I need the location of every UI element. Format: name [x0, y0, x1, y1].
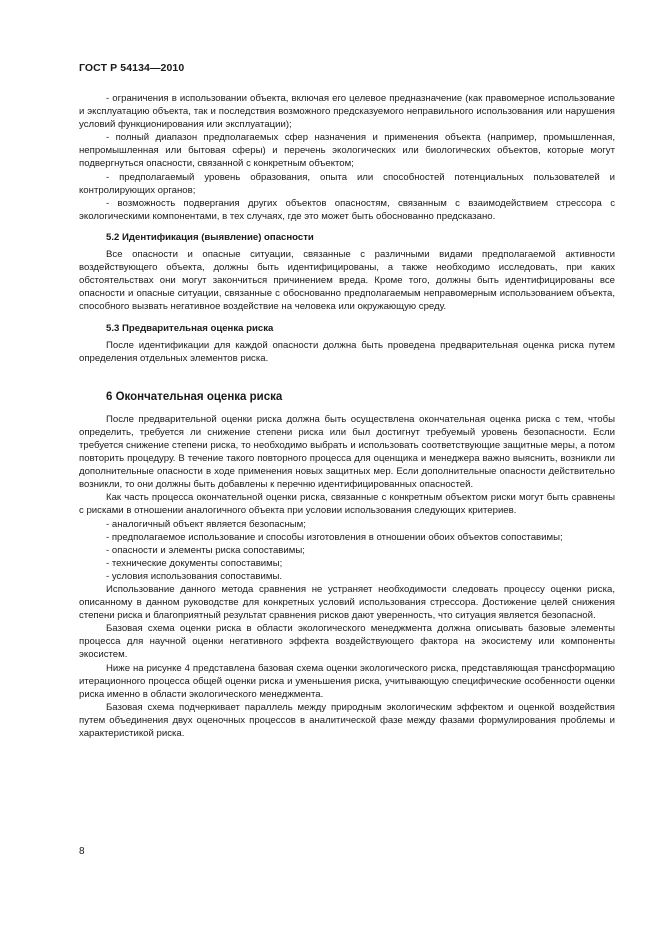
section-6-paragraph: Как часть процесса окончательной оценки риска, связанные с конкретным объектом риски могут быть сравнены с рисками в отношении аналогичного объекта при условии использования следующих критериев.: [79, 492, 615, 517]
document-body: [79, 92, 615, 740]
list-item: - технические документы сопоставимы;: [106, 557, 283, 569]
list-item: - опасности и элементы риска сопоставимы;: [106, 544, 305, 556]
section-5-2-text: Все опасности и опасные ситуации, связанные с различными видами предполагаемой активности воздействующего объекта, должны быть идентифицированы, а также необходимо исследовать, при каких обстоятельствах они могут закончиться причинением вреда. Кроме того, должны быть идентифицированы все опасности и опасные ситуации, связанные с обоснованно предполагаемым неправомерным использованием объекта, способного вызвать негативное воздействие на человека или окружающую среду.: [79, 249, 615, 313]
section-6-paragraph: После предварительной оценки риска должна быть осуществлена окончательная оценка риска с тем, чтобы определить, требуется ли снижение степени риска или был достигнут требуемый уровень безопасности. Если требуется снижение степени риска, то необходимо выбрать и использовать соответствующие защитные меры, а потом повторить процедуру. В течение такого повторного процесса для оценщика и менеджера важно выяснить, возникли ли дополнительные опасности в ходе применения новых защитных мер. Если дополнительные опасности действительно возникли, то они должны быть добавлены к перечню идентифицированных опасностей.: [79, 413, 615, 491]
section-6-paragraph: Ниже на рисунке 4 представлена базовая схема оценки экологического риска, представляющая трансформацию итерационного процесса общей оценки риска и уменьшения риска, учитывающую специфические особенности оценки риска именно в области экологического менеджмента.: [79, 662, 615, 700]
list-item: - предполагаемый уровень образования, опыта или способностей потенциальных пользователей и контролирующих органов;: [79, 171, 615, 196]
section-6-paragraph: Базовая схема оценки риска в области экологического менеджмента должна описывать базовые элементы процесса для научной оценки негативного эффекта воздействующего фактора на экосистему или компоненты экосистем.: [79, 623, 615, 661]
section-6-paragraph: Базовая схема подчеркивает параллель между природным экологическим эффектом и оценкой воздействия путем объединения двух оценочных процессов в аналитической фазе между фазами формулирования проблемы и характеристикой риска.: [79, 701, 615, 740]
page-number: 8: [79, 846, 85, 857]
list-item: - ограничения в использовании объекта, включая его целевое предназначение (как правомерное использование и эксплуатацию объекта, так и последствия возможного предсказуемого неправильного использования или нарушения условий функционирования или эксплуатации);: [79, 93, 615, 131]
list-item: - условия использования сопоставимы.: [106, 570, 283, 582]
list-item: - аналогичный объект является безопасным;: [106, 518, 306, 530]
section-5-3-text: После идентификации для каждой опасности должна быть проведена предварительная оценка риска путем определения отдельных элементов риска.: [79, 339, 615, 364]
list-item: - предполагаемое использование и способы изготовления в отношении обоих объектов сопоставимы;: [106, 531, 563, 543]
section-heading-5-2: 5.2 Идентификация (выявление) опасности: [106, 231, 314, 243]
section-heading-6: 6 Окончательная оценка риска: [106, 390, 283, 403]
document-header: ГОСТ Р 54134—2010: [79, 62, 185, 74]
section-heading-5-3: 5.3 Предварительная оценка риска: [106, 322, 274, 334]
section-6-paragraph: Использование данного метода сравнения не устраняет необходимости следовать процессу оценки риска, описанному в данном руководстве для конкретных условий использования стрессора. Достижение целей снижения степени риска и благоприятный результат сравнения рисков дают уверенность, что ситуация является безопасной.: [79, 584, 615, 622]
list-item: - полный диапазон предполагаемых сфер назначения и применения объекта (например, промышленная, непромышленная или бытовая сферы) и перечень экологических или биологических объектов, которые могут подвергнуться опасности, связанной с конкретным объектом;: [79, 132, 615, 170]
list-item: - возможность подвергания других объектов опасностям, связанным с взаимодействием стрессора с экологическими компонентами, в тех случаях, где это может быть обоснованно предсказано.: [79, 197, 615, 222]
